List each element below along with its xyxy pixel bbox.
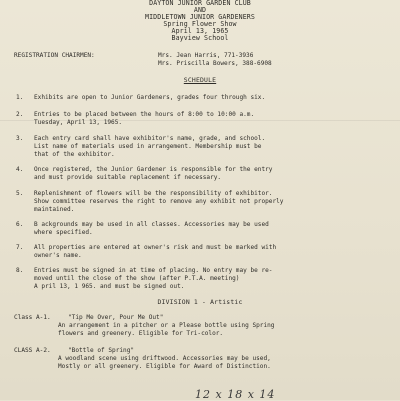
rule-7-line-2: owner's name. <box>34 252 82 259</box>
rule-8-number: 8. <box>16 267 24 274</box>
header-line-5: April 13, 1965 <box>171 27 229 35</box>
rule-7-line-1: All properties are entered at owner's risk and must be marked with <box>34 244 277 251</box>
rule-2-line-2: Tuesday, April 13, 1965. <box>34 119 123 126</box>
rule-1-number: 1. <box>16 94 24 101</box>
class-a1-label: Class A-1. <box>14 314 51 321</box>
rule-4-line-1: Once registered, the Junior Gardener is responsible for the entry <box>34 166 273 173</box>
rule-7-number: 7. <box>16 244 24 251</box>
class-a2-line-3: Mostly or all greenery. Eligible for Award of Distinction. <box>58 363 271 370</box>
rule-1-line-1: Exhibits are open to Junior Gardeners, grades four through six. <box>34 94 266 101</box>
rule-6-line-1: B ackgrounds may be used in all classes. Accessories may be used <box>34 221 269 228</box>
class-a1-line-3: flowers and greenery. Eligible for Tri-color. <box>58 330 224 337</box>
class-a2-label: CLASS A-2. <box>14 347 51 354</box>
rule-2-number: 2. <box>16 111 24 118</box>
division-title: DIVISION 1 - Artistic <box>157 298 243 306</box>
rule-4-line-2: and must provide suitable replacement if necessary. <box>34 174 222 181</box>
rule-3-line-2: List name of materials used in arrangement. Membership must be <box>34 143 262 150</box>
rule-5-line-1: Replenishment of flowers will be the responsibility of exhibitor. <box>34 190 273 197</box>
rule-6-number: 6. <box>16 221 24 228</box>
rule-4-number: 4. <box>16 166 24 173</box>
rule-3-line-1: Each entry card shall have exhibitor's name, grade, and school. <box>34 135 266 142</box>
header-line-4: Spring Flower Show <box>163 20 237 28</box>
rule-3-line-3: that of the exhibitor. <box>34 151 115 158</box>
class-a1-title: "Tip Me Over, Pour Me Out" <box>68 314 164 321</box>
header-line-2: AND <box>193 6 207 14</box>
rule-5-number: 5. <box>16 190 24 197</box>
rule-8-line-1: Entries must be signed in at time of placing. No entry may be re- <box>34 267 273 274</box>
header-line-1: DAYTON JUNIOR GARDEN CLUB <box>149 0 251 7</box>
rule-3-number: 3. <box>16 135 24 142</box>
handwritten-dimensions: 12 x 18 x 14 <box>195 388 276 401</box>
registration-label: REGISTRATION CHAIRMEN: <box>14 52 95 59</box>
rule-8-line-3: A pril 13, 1 965. and must be signed out. <box>34 283 185 290</box>
schedule-title: SCHEDULE <box>183 76 217 84</box>
class-a2-title: "Bottle of Spring" <box>68 347 135 354</box>
rule-6-line-2: where specified. <box>34 229 93 236</box>
rule-8-line-2: moved until the close of the show (after P.T.A. meeting) <box>34 275 240 282</box>
header-line-3: MIDDLETOWN JUNIOR GARDENERS <box>145 13 255 21</box>
rule-2-line-1: Entries to be placed between the hours of 8:00 to 10:00 a.m. <box>34 111 255 118</box>
registration-chair-2: Mrs. Priscilla Bowers, 388-6908 <box>158 60 272 67</box>
rule-5-line-2: Show committee reserves the right to remove any exhibit not properly <box>34 198 284 205</box>
class-a2-line-2: A woodland scene using driftwood. Accessories may be used, <box>58 355 271 362</box>
rule-5-line-3: maintained. <box>34 206 75 213</box>
registration-chair-1: Mrs. Jean Harris, 771-3936 <box>158 52 254 59</box>
class-a1-line-2: An arrangement in a pitcher or a Please bottle using Spring <box>58 322 275 329</box>
header-line-6: Bayview School <box>171 34 229 42</box>
